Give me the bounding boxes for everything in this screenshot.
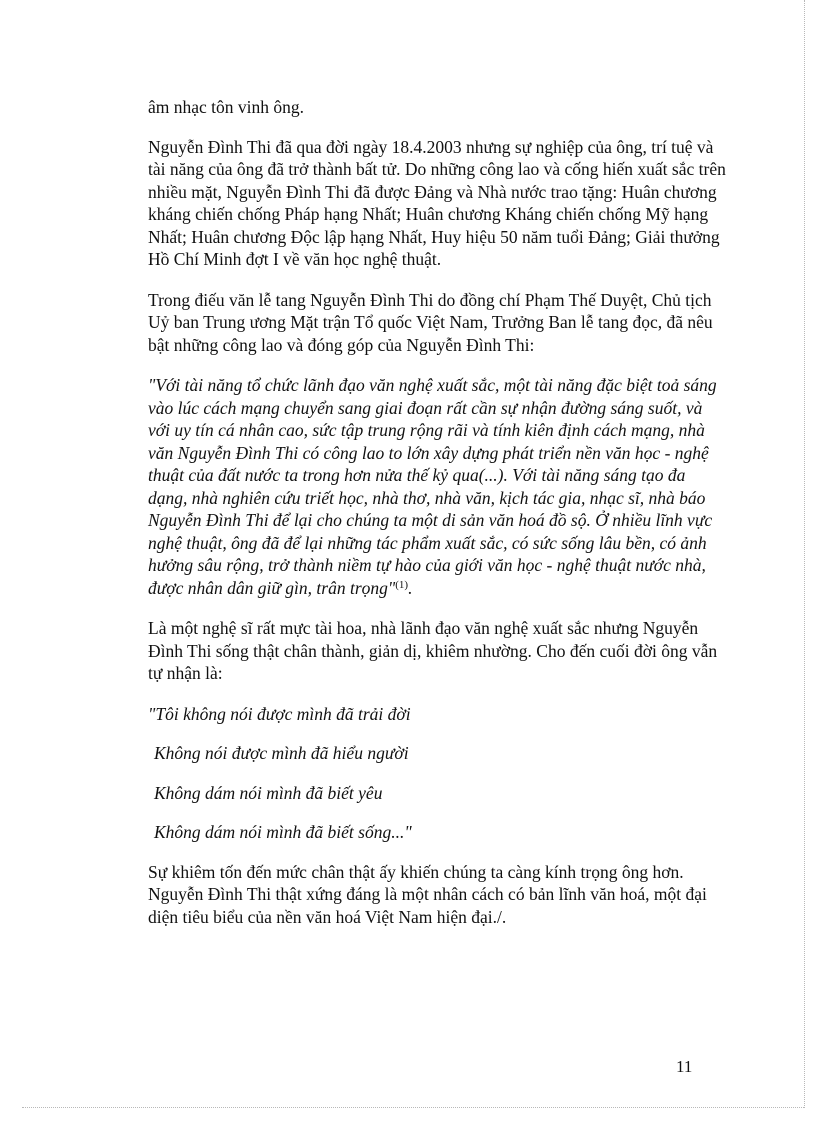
poem-line: Không dám nói mình đã biết yêu [154,782,383,803]
poem-line: Không nói được mình đã hiểu người [154,743,409,763]
paragraph-eulogy-intro: Trong điếu văn lễ tang Nguyễn Đình Thi do đồng chí Phạm Thế Duyệt, Chủ tịch Uỷ ban Trung ương Mặt trận Tổ quốc Việt Nam, Trưởng Ban lễ tang đọc, đã nêu bật những công lao và đóng góp của Nguyễn Đình Thi: [148,289,713,355]
poem-line: "Tôi không nói được mình đã trải đời [148,703,411,724]
poem-line: Không dám nói mình đã biết sống..." [154,822,412,842]
page-right-border [804,0,805,1108]
eulogy-quote [148,374,728,599]
paragraph-intro: âm nhạc tôn vinh ông. [148,97,305,117]
body-text [148,96,728,946]
page-bottom-border [22,1107,804,1108]
paragraph-death-awards: Nguyễn Đình Thi đã qua đời ngày 18.4.2003 nhưng sự nghiệp của ông, trí tuệ và tài năng của ông đã trở thành bất tử. Do những công lao và cống hiến xuất sắc trên nhiều mặt, Nguyễn Đình Thi đã được Đảng và Nhà nước trao tặng: Huân chương kháng chiến chống Pháp hạng Nhất; Huân chương Kháng chiến chống Mỹ hạng Nhất; Huân chương Độc lập hạng Nhất, Huy hiệu 50 năm tuổi Đảng; Giải thưởng Hồ Chí Minh đợt I về văn học nghệ thuật. [148,136,726,269]
paragraph-closing: Sự khiêm tốn đến mức chân thật ấy khiến chúng ta càng kính trọng ông hơn. Nguyễn Đình Thi thật xứng đáng là một nhân cách có bản lĩnh văn hoá, một đại diện tiêu biểu của nền văn hoá Việt Nam hiện đại./. [148,861,707,927]
paragraph-self-view: Là một nghệ sĩ rất mực tài hoa, nhà lãnh đạo văn nghệ xuất sắc nhưng Nguyễn Đình Thi sống thật chân thành, giản dị, khiêm nhường. Cho đến cuối đời ông vẫn tự nhận là: [148,618,718,683]
eulogy-quote-text: "Với tài năng tổ chức lãnh đạo văn nghệ xuất sắc, một tài năng đặc biệt toả sáng vào lúc cách mạng chuyển sang giai đoạn rất cần sự nhận đường sáng suốt, và với uy tín cá nhân cao, sức tập trung rộng rãi và tính kiên định cách mạng, nhà văn Nguyễn Đình Thi có công lao to lớn xây dựng phát triển nền văn học - nghệ thuật của đất nước ta trong hơn nửa thế kỷ qua(...). Với tài năng sáng tạo đa dạng, nhà nghiên cứu triết học, nhà thơ, nhà văn, kịch tác gia, nhạc sĩ, nhà báo Nguyễn Đình Thi để lại cho chúng ta một di sản văn hoá đồ sộ. Ở nhiều lĩnh vực nghệ thuật, ông đã để lại những tác phẩm xuất sắc, có sức sống lâu bền, có ảnh hưởng sâu rộng, trở thành niềm tự hào của giới văn học - nghệ thuật nước nhà, được nhân dân giữ gìn, trân trọng" [148,375,717,598]
footnote-mark: (1) [395,578,409,591]
quote-end: . [408,577,413,598]
page-number: 11 [676,1057,693,1076]
